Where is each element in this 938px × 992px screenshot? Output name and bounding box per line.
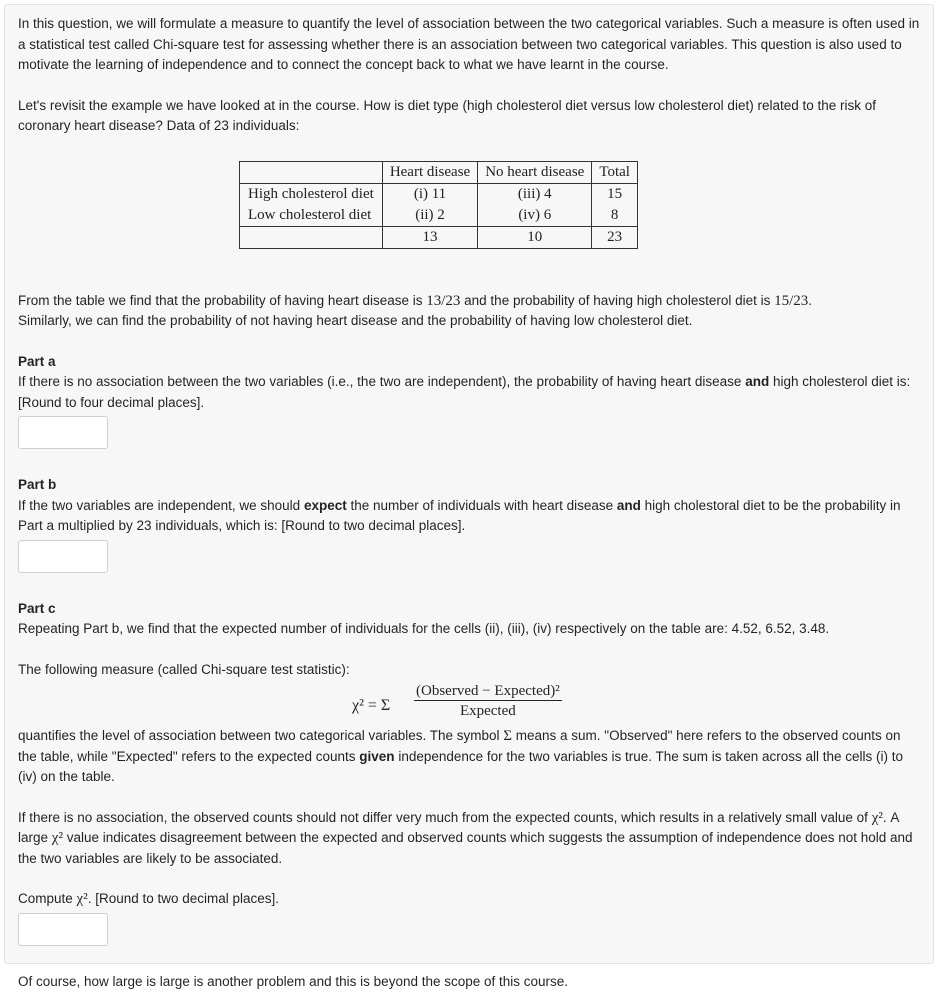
table-cell: (iii) 4 — [478, 184, 592, 206]
compute-prompt: Compute χ². [Round to two decimal places]. — [18, 889, 923, 910]
chi-square-explanation: quantifies the level of association between two categorical variables. The symbol Σ means a sum. "Observed" here refers to the observed counts on the table, while "Expected" refers to the expected counts given independence for the two variables is true. The sum is taken across all the cells (i) to (iv) on the table. — [18, 726, 923, 788]
table-header-cell: Total — [592, 162, 638, 184]
part-a-answer-input[interactable] — [18, 416, 108, 449]
closing-remark: Of course, how large is large is another problem and this is beyond the scope of this course. — [18, 972, 923, 992]
contingency-table-wrapper — [239, 161, 638, 249]
table-cell: (iv) 6 — [478, 205, 592, 227]
chi-square-formula — [18, 682, 923, 726]
contingency-table — [239, 161, 638, 249]
part-b-text: If the two variables are independent, we should expect the number of individuals with heart disease and high cholestoral diet to be the probability in Part a multiplied by 23 individuals, which is: [Round to two decimal places]. — [18, 496, 923, 537]
table-cell: 15 — [592, 184, 638, 206]
table-row — [240, 184, 638, 206]
association-explanation: If there is no association, the observed counts should not differ very much from the expected counts, which results in a relatively small value of χ². A large χ² value indicates disagreement between the expected and observed counts which suggests the assumption of independence does not hold and the two variables are likely to be associated. — [18, 808, 923, 870]
table-row — [240, 205, 638, 227]
part-b-title: Part b — [18, 475, 923, 496]
table-header-cell — [240, 162, 383, 184]
formula-lhs: χ² = Σ — [352, 696, 390, 717]
row-label: High cholesterol diet — [240, 184, 383, 206]
probability-paragraph: From the table we find that the probability of having heart disease is 13/23 and the probability of having high cholesterol diet is 15/23. Similarly, we can find the probability of not having heart disease and the probability of having low cholesterol diet. — [18, 291, 923, 332]
part-b-answer-input[interactable] — [18, 540, 108, 573]
part-a-title: Part a — [18, 352, 923, 373]
totals-label — [240, 227, 383, 249]
table-header-cell: No heart disease — [478, 162, 592, 184]
fraction-15-23: 15/23 — [774, 293, 808, 309]
chi-square-answer-input[interactable] — [18, 913, 108, 946]
row-label: Low cholesterol diet — [240, 205, 383, 227]
sum-symbol: Σ — [503, 728, 512, 744]
table-cell: (ii) 2 — [382, 205, 477, 227]
table-cell: (i) 11 — [382, 184, 477, 206]
example-paragraph: Let's revisit the example we have looked at in the course. How is diet type (high cholesterol diet versus low cholesterol diet) related to the risk of coronary heart disease? Data of 23 individuals: — [18, 96, 923, 137]
part-c-title: Part c — [18, 599, 923, 620]
chi-squared-symbol-2: χ² — [52, 830, 63, 846]
table-cell: 13 — [382, 227, 477, 249]
fraction-13-23: 13/23 — [426, 293, 460, 309]
table-header-row — [240, 162, 638, 184]
table-totals-row — [240, 227, 638, 249]
table-cell: 8 — [592, 205, 638, 227]
intro-paragraph: In this question, we will formulate a measure to quantify the level of association between the two categorical variables. Such a measure is often used in a statistical test called Chi-square test for assessing whether there is an association between two categorical variables. This question is also used to motivate the learning of independence and to connect the concept back to what we have learnt in the course. — [18, 14, 923, 76]
part-a-text: If there is no association between the two variables (i.e., the two are independent), the probability of having heart disease and high cholesterol diet is: [Round to four decimal places]. — [18, 372, 923, 413]
table-cell: 10 — [478, 227, 592, 249]
chi-square-intro: The following measure (called Chi-square test statistic): — [18, 660, 923, 681]
formula-denominator: Expected — [414, 701, 562, 721]
part-c-expected-text: Repeating Part b, we find that the expected number of individuals for the cells (ii), (iii), (iv) respectively on the table are: 4.52, 6.52, 3.48. — [18, 619, 923, 640]
table-cell: 23 — [592, 227, 638, 249]
chi-squared-symbol: χ² — [872, 810, 883, 826]
table-header-cell: Heart disease — [382, 162, 477, 184]
formula-numerator: (Observed − Expected)² — [414, 682, 562, 701]
chi-squared-symbol-3: χ² — [77, 891, 88, 907]
